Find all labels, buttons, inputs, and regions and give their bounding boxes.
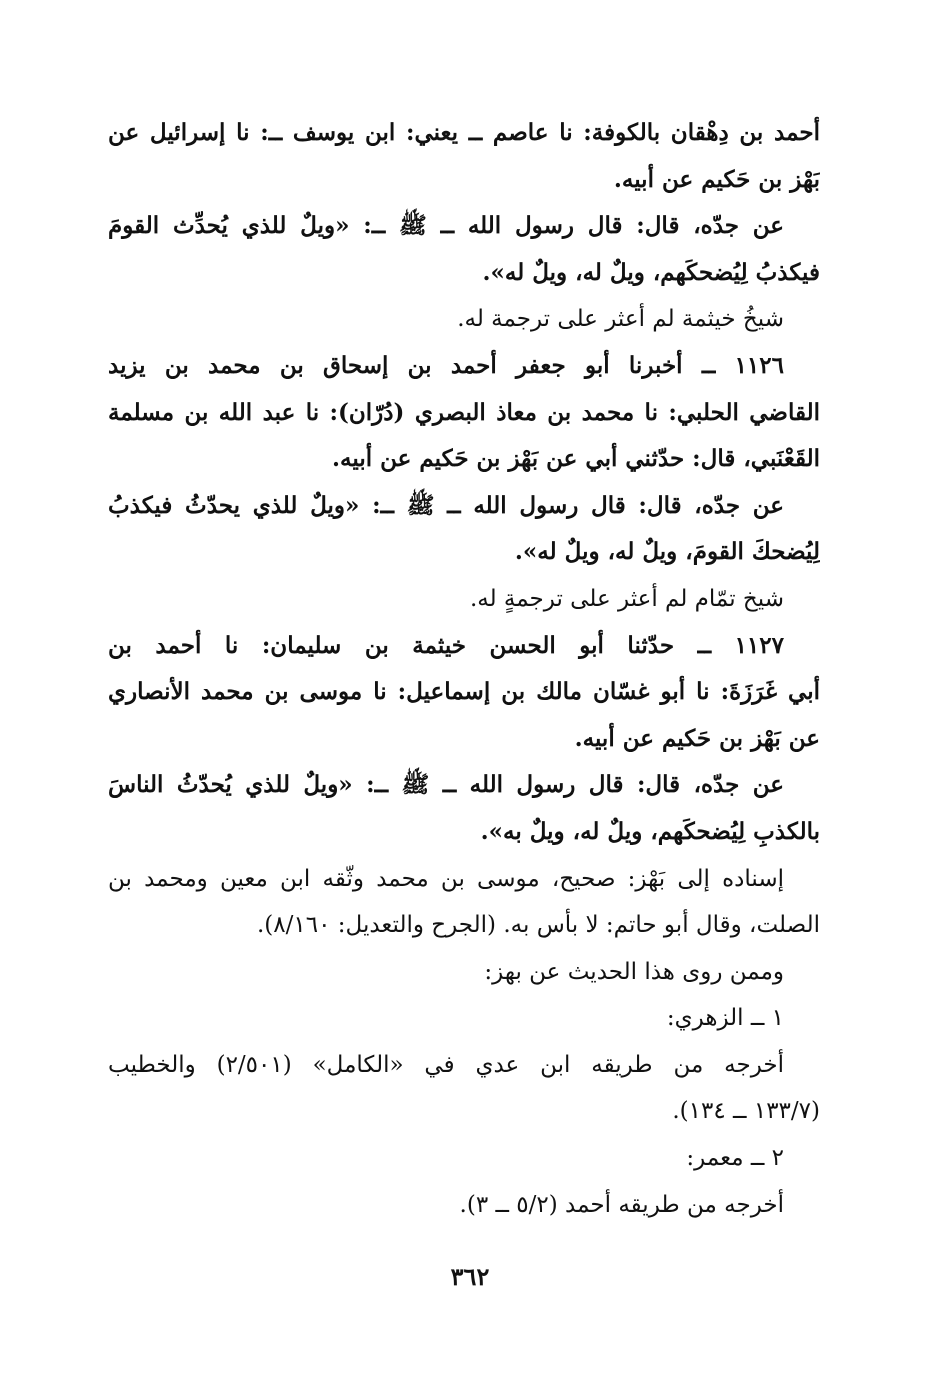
- text-line: أحمد بن دِهْقان بالكوفة: نا عاصم ــ يعني: ابن يوسف ــ: نا إسرائيل عن: [108, 119, 820, 146]
- commentary-line: وممن روى هذا الحديث عن بهز:: [484, 958, 784, 985]
- commentary-line: (١٣٣/٧ ــ ١٣٤).: [672, 1098, 820, 1125]
- commentary-line: أخرجه من طريقه ابن عدي في «الكامل» (٢/٥٠١) والخطيب: [108, 1051, 784, 1078]
- hadith-number-line: ١١٢٧ ــ حدّثنا أبو الحسن خيثمة بن سليمان: نا أحمد بن: [108, 631, 784, 659]
- hadith-text-line: لِيُضحكَ القومَ، ويلٌ له، ويلٌ له».: [514, 538, 820, 566]
- text-line: القاضي الحلبي: نا محمد بن معاذ البصري (دُرّان): نا عبد الله بن مسلمة: [108, 398, 820, 426]
- hadith-text-line: عن جدّه، قال: قال رسول الله ــ ﷺ ــ: «ويلٌ للذي يحدّثُ فيكذبُ: [108, 491, 784, 519]
- commentary-line: أخرجه من طريقه أحمد (٥/٢ ــ ٣).: [459, 1191, 784, 1218]
- text-line: بَهْز بن حَكيم عن أبيه.: [613, 165, 820, 193]
- page-body: [108, 110, 820, 1228]
- hadith-text-line: بالكذبِ لِيُضحكَهم، ويلٌ له، ويلٌ به».: [480, 817, 820, 845]
- commentary-line: شيخ تمّام لم أعثر على ترجمةٍ له.: [469, 585, 784, 612]
- text-line: أبي غَرَزَةَ: نا أبو غسّان مالك بن إسماعيل: نا موسى بن محمد الأنصاري: [108, 678, 820, 706]
- hadith-text-line: فيكذبُ لِيُضحكَهم، ويلٌ له، ويلٌ له».: [482, 258, 820, 286]
- commentary-line: الصلت، وقال أبو حاتم: لا بأس به. (الجرح والتعديل: ٨/١٦٠).: [257, 912, 820, 939]
- commentary-line: شيخُ خيثمة لم أعثر على ترجمة له.: [457, 306, 784, 333]
- commentary-line: إسناده إلى بَهْز: صحيح، موسى بن محمد وثّقه ابن معين ومحمد بن: [108, 865, 784, 892]
- hadith-number-line: ١١٢٦ ــ أخبرنا أبو جعفر أحمد بن إسحاق بن محمد بن يزيد: [108, 351, 784, 379]
- list-heading: ٢ ــ معمر:: [686, 1145, 784, 1172]
- text-line: عن بَهْز بن حَكيم عن أبيه.: [574, 724, 820, 752]
- hadith-text-line: عن جدّه، قال: قال رسول الله ــ ﷺ ــ: «ويلٌ للذي يُحدّثُ الناسَ: [108, 771, 784, 799]
- hadith-text-line: عن جدّه، قال: قال رسول الله ــ ﷺ ــ: «ويلٌ للذي يُحدِّث القومَ: [108, 212, 784, 240]
- text-line: القَعْنَبي، قال: حدّثني أبي عن بَهْز بن حَكيم عن أبيه.: [332, 445, 820, 473]
- page-number: ٣٦٢: [450, 1262, 490, 1291]
- list-heading: ١ ــ الزهري:: [666, 1005, 784, 1032]
